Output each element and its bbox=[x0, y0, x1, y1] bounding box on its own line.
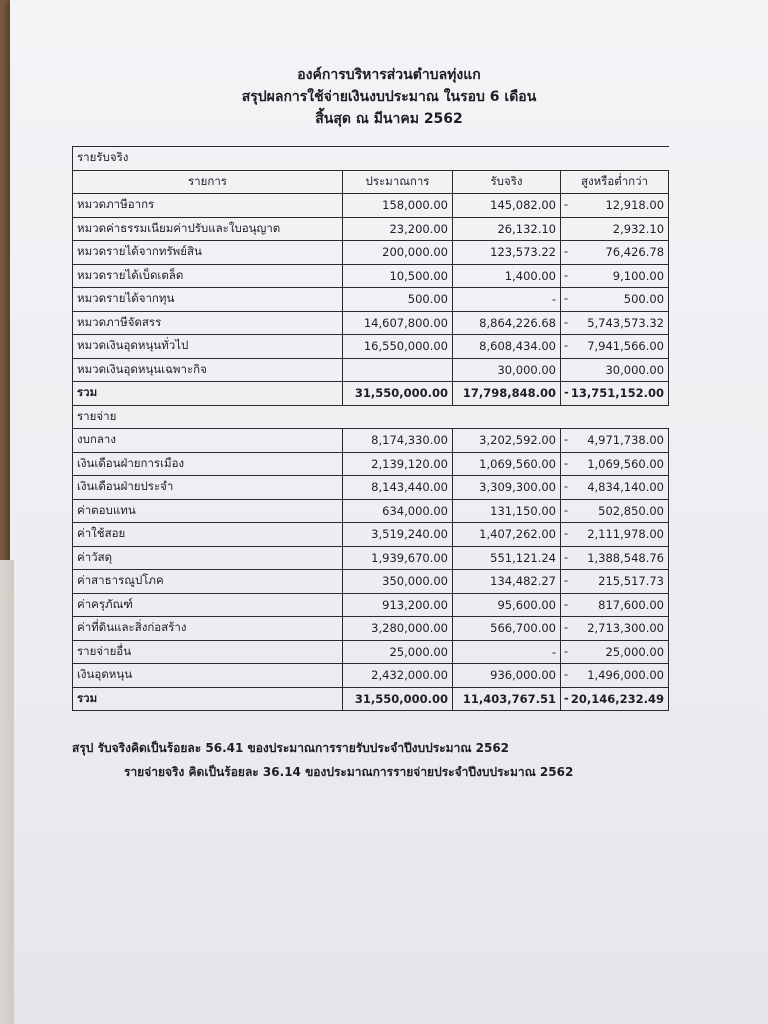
row-label: หมวดเงินอุดหนุนเฉพาะกิจ bbox=[73, 358, 343, 382]
table-row bbox=[73, 288, 669, 312]
actual-value: 1,407,262.00 bbox=[453, 523, 561, 547]
difference-sign: - bbox=[564, 549, 569, 564]
column-header-difference: สูงหรือต่ำกว่า bbox=[561, 170, 669, 194]
row-label: ค่าตอบแทน bbox=[73, 499, 343, 523]
summary-expense-line: รายจ่ายจริง คิดเป็นร้อยละ 36.14 ของประมาณการรายจ่ายประจำปีงบประมาณ 2562 bbox=[124, 765, 574, 779]
difference-value bbox=[561, 546, 669, 570]
difference-amount: 7,941,566.00 bbox=[587, 339, 665, 354]
difference-value bbox=[561, 452, 669, 476]
row-label: หมวดรายได้จากทุน bbox=[73, 288, 343, 312]
table-row bbox=[73, 358, 669, 382]
budget-summary-table bbox=[72, 146, 669, 711]
difference-amount: 20,146,232.49 bbox=[570, 691, 665, 706]
income-section-row bbox=[73, 147, 669, 171]
difference-amount: 502,850.00 bbox=[598, 503, 665, 518]
difference-value bbox=[561, 570, 669, 594]
document-page bbox=[10, 0, 768, 1024]
budget-value: 23,200.00 bbox=[343, 217, 453, 241]
budget-value: 1,939,670.00 bbox=[343, 546, 453, 570]
row-label: หมวดเงินอุดหนุนทั่วไป bbox=[73, 335, 343, 359]
header-row bbox=[73, 170, 669, 194]
difference-amount: 2,111,978.00 bbox=[587, 527, 665, 542]
document-header bbox=[10, 64, 768, 130]
actual-value: 30,000.00 bbox=[453, 358, 561, 382]
budget-value: 31,550,000.00 bbox=[343, 687, 453, 711]
row-label: ค่าครุภัณฑ์ bbox=[73, 593, 343, 617]
row-label: ค่าใช้สอย bbox=[73, 523, 343, 547]
actual-value: 551,121.24 bbox=[453, 546, 561, 570]
actual-value: 8,608,434.00 bbox=[453, 335, 561, 359]
difference-sign: - bbox=[564, 338, 569, 352]
actual-value: 26,132.10 bbox=[453, 217, 561, 241]
actual-value: 566,700.00 bbox=[453, 617, 561, 641]
table-row bbox=[73, 264, 669, 288]
actual-value: 95,600.00 bbox=[453, 593, 561, 617]
difference-value bbox=[561, 335, 669, 359]
actual-value: 11,403,767.51 bbox=[453, 687, 561, 711]
difference-amount: 1,496,000.00 bbox=[587, 668, 665, 683]
difference-value bbox=[561, 288, 669, 312]
actual-value: 123,573.22 bbox=[453, 241, 561, 265]
row-label: งบกลาง bbox=[73, 429, 343, 453]
table-row bbox=[73, 429, 669, 453]
budget-value: 500.00 bbox=[343, 288, 453, 312]
table-row bbox=[73, 664, 669, 688]
difference-amount: 12,918.00 bbox=[605, 198, 665, 213]
difference-sign: - bbox=[564, 385, 569, 399]
table-row bbox=[73, 194, 669, 218]
report-title: สรุปผลการใช้จ่ายเงินงบประมาณ ในรอบ 6 เดือน bbox=[241, 89, 537, 105]
actual-value: 8,864,226.68 bbox=[453, 311, 561, 335]
column-header-actual: รับจริง bbox=[453, 170, 561, 194]
row-label: รายจ่ายอื่น bbox=[73, 640, 343, 664]
summary-income-line: สรุป รับจริงคิดเป็นร้อยละ 56.41 ของประมาณการรายรับประจำปีงบประมาณ 2562 bbox=[72, 741, 510, 755]
actual-value: 131,150.00 bbox=[453, 499, 561, 523]
difference-value bbox=[561, 476, 669, 500]
budget-value: 3,519,240.00 bbox=[343, 523, 453, 547]
expense-section-label: รายจ่าย bbox=[73, 405, 669, 429]
difference-value bbox=[561, 499, 669, 523]
actual-value: 936,000.00 bbox=[453, 664, 561, 688]
actual-value: 1,400.00 bbox=[453, 264, 561, 288]
row-label: ค่าสาธารณูปโภค bbox=[73, 570, 343, 594]
difference-amount: 30,000.00 bbox=[605, 362, 665, 377]
budget-value: 31,550,000.00 bbox=[343, 382, 453, 406]
actual-value: 1,069,560.00 bbox=[453, 452, 561, 476]
report-period: สิ้นสุด ณ มีนาคม 2562 bbox=[315, 111, 463, 127]
difference-sign: - bbox=[564, 197, 569, 211]
budget-value bbox=[343, 358, 453, 382]
row-label: หมวดรายได้จากทรัพย์สิน bbox=[73, 241, 343, 265]
difference-value bbox=[561, 382, 669, 406]
table-row bbox=[73, 476, 669, 500]
difference-value bbox=[561, 264, 669, 288]
table-row bbox=[73, 217, 669, 241]
row-label: หมวดภาษีจัดสรร bbox=[73, 311, 343, 335]
difference-sign: - bbox=[564, 455, 569, 470]
difference-amount: 5,743,573.32 bbox=[587, 315, 665, 330]
budget-value: 8,174,330.00 bbox=[343, 429, 453, 453]
difference-amount: 2,713,300.00 bbox=[587, 621, 665, 636]
income-total-row bbox=[73, 382, 669, 406]
difference-value bbox=[561, 429, 669, 453]
budget-value: 634,000.00 bbox=[343, 499, 453, 523]
difference-amount: 4,971,738.00 bbox=[587, 433, 665, 448]
actual-value: 145,082.00 bbox=[453, 194, 561, 218]
actual-value: - bbox=[453, 288, 561, 312]
income-section-label: รายรับจริง bbox=[73, 147, 669, 171]
difference-value bbox=[561, 217, 669, 241]
table-row bbox=[73, 335, 669, 359]
difference-amount: 500.00 bbox=[623, 292, 665, 307]
budget-value: 3,280,000.00 bbox=[343, 617, 453, 641]
difference-value bbox=[561, 311, 669, 335]
table-row bbox=[73, 640, 669, 664]
difference-value bbox=[561, 617, 669, 641]
difference-amount: 25,000.00 bbox=[605, 644, 665, 659]
row-label: รวม bbox=[73, 382, 343, 406]
column-header-item: รายการ bbox=[73, 170, 343, 194]
background-paper-edge bbox=[0, 560, 14, 1024]
difference-value bbox=[561, 640, 669, 664]
budget-value: 2,139,120.00 bbox=[343, 452, 453, 476]
difference-sign: - bbox=[564, 267, 569, 282]
difference-sign: - bbox=[564, 244, 569, 258]
summary-block bbox=[72, 736, 712, 784]
table-row bbox=[73, 241, 669, 265]
row-label: ค่าวัสดุ bbox=[73, 546, 343, 570]
row-label: เงินเดือนฝ่ายการเมือง bbox=[73, 452, 343, 476]
row-label: ค่าที่ดินและสิ่งก่อสร้าง bbox=[73, 617, 343, 641]
expense-total-row bbox=[73, 687, 669, 711]
column-header-budget: ประมาณการ bbox=[343, 170, 453, 194]
difference-value bbox=[561, 523, 669, 547]
row-label: เงินเดือนฝ่ายประจำ bbox=[73, 476, 343, 500]
table-row bbox=[73, 593, 669, 617]
table-row bbox=[73, 311, 669, 335]
difference-value bbox=[561, 687, 669, 711]
difference-value bbox=[561, 593, 669, 617]
actual-value: 3,309,300.00 bbox=[453, 476, 561, 500]
budget-value: 2,432,000.00 bbox=[343, 664, 453, 688]
table-row bbox=[73, 570, 669, 594]
difference-amount: 4,834,140.00 bbox=[587, 480, 665, 495]
difference-sign: - bbox=[564, 526, 569, 540]
budget-value: 25,000.00 bbox=[343, 640, 453, 664]
table-row bbox=[73, 499, 669, 523]
row-label: หมวดภาษีอากร bbox=[73, 194, 343, 218]
difference-value bbox=[561, 194, 669, 218]
difference-amount: 1,388,548.76 bbox=[587, 550, 665, 565]
difference-amount: 2,932.10 bbox=[612, 221, 665, 236]
budget-value: 913,200.00 bbox=[343, 593, 453, 617]
budget-value: 16,550,000.00 bbox=[343, 335, 453, 359]
difference-sign: - bbox=[564, 596, 569, 611]
table-body bbox=[73, 147, 669, 711]
difference-amount: 9,100.00 bbox=[612, 268, 665, 283]
table-row bbox=[73, 452, 669, 476]
difference-sign: - bbox=[564, 314, 569, 329]
difference-sign: - bbox=[564, 643, 569, 658]
budget-value: 158,000.00 bbox=[343, 194, 453, 218]
difference-sign: - bbox=[564, 667, 569, 681]
actual-value: 17,798,848.00 bbox=[453, 382, 561, 406]
table-row bbox=[73, 617, 669, 641]
difference-value bbox=[561, 358, 669, 382]
row-label: หมวดค่าธรรมเนียมค่าปรับและใบอนุญาต bbox=[73, 217, 343, 241]
budget-value: 350,000.00 bbox=[343, 570, 453, 594]
budget-value: 200,000.00 bbox=[343, 241, 453, 265]
actual-value: - bbox=[453, 640, 561, 664]
difference-sign: - bbox=[564, 291, 569, 305]
difference-sign: - bbox=[564, 432, 569, 446]
table-row bbox=[73, 523, 669, 547]
difference-sign: - bbox=[564, 620, 569, 634]
table-row bbox=[73, 546, 669, 570]
difference-amount: 215,517.73 bbox=[598, 574, 665, 589]
budget-value: 10,500.00 bbox=[343, 264, 453, 288]
budget-value: 14,607,800.00 bbox=[343, 311, 453, 335]
difference-amount: 76,426.78 bbox=[605, 245, 665, 260]
actual-value: 3,202,592.00 bbox=[453, 429, 561, 453]
difference-sign: - bbox=[564, 690, 569, 705]
expense-section-row bbox=[73, 405, 669, 429]
difference-value bbox=[561, 664, 669, 688]
difference-sign: - bbox=[564, 479, 569, 493]
difference-sign: - bbox=[564, 502, 569, 517]
difference-amount: 817,600.00 bbox=[598, 597, 665, 612]
difference-sign: - bbox=[564, 573, 569, 587]
budget-value: 8,143,440.00 bbox=[343, 476, 453, 500]
difference-amount: 13,751,152.00 bbox=[570, 386, 665, 401]
row-label: หมวดรายได้เบ็ดเตล็ด bbox=[73, 264, 343, 288]
row-label: เงินอุดหนุน bbox=[73, 664, 343, 688]
difference-value bbox=[561, 241, 669, 265]
difference-amount: 1,069,560.00 bbox=[587, 456, 665, 471]
row-label: รวม bbox=[73, 687, 343, 711]
organization-title: องค์การบริหารส่วนตำบลทุ่งแก bbox=[297, 67, 481, 83]
actual-value: 134,482.27 bbox=[453, 570, 561, 594]
